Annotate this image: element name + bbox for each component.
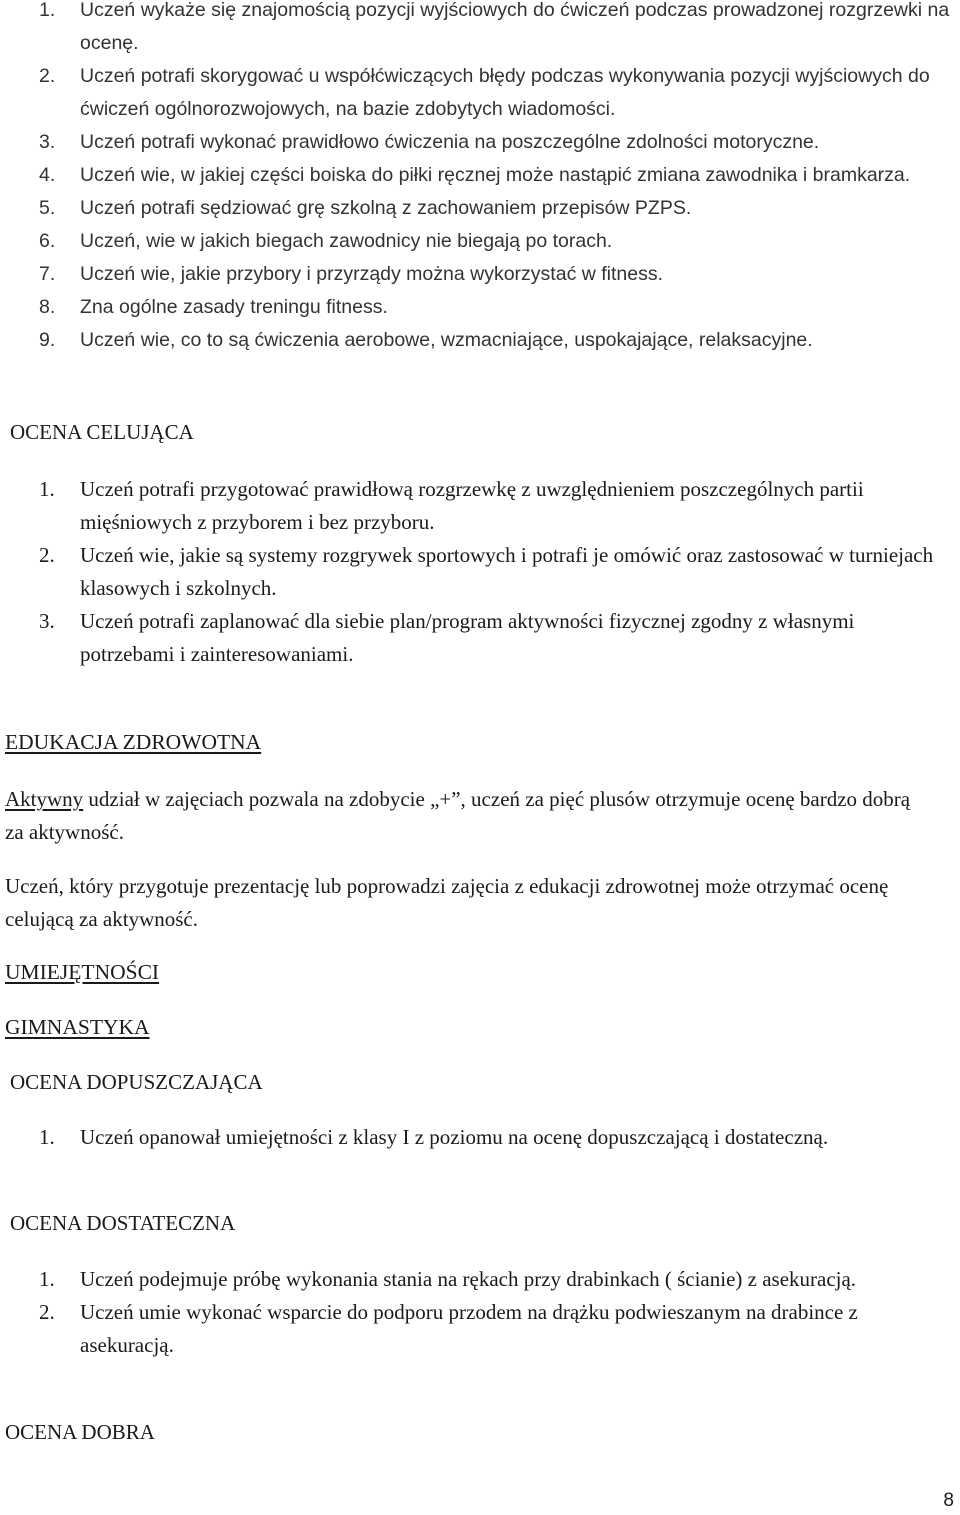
list-item: 2. Uczeń wie, jakie są systemy rozgrywek sportowych i potrafi je omówić oraz zastosować w turniejach klasowych i szkolnych. bbox=[39, 543, 934, 600]
list-item: 3. Uczeń potrafi zaplanować dla siebie plan/program aktywności fizycznej zgodny z własnymi potrzebami i zainteresowaniami. bbox=[39, 609, 855, 666]
page-number: 8 bbox=[943, 1490, 954, 1511]
list-item: 1. Uczeń wykaże się znajomością pozycji wyjściowych do ćwiczeń podczas prowadzonej rozgrzewki na ocenę. bbox=[39, 0, 950, 54]
list-item: 7. Uczeń wie, jakie przybory i przyrządy można wykorzystać w fitness. bbox=[39, 263, 664, 285]
celujaca-section bbox=[0, 473, 960, 671]
heading-gimnastyka: GIMNASTYKA bbox=[5, 1015, 150, 1039]
heading-ocena-celujaca: OCENA CELUJĄCA bbox=[10, 420, 194, 444]
list-item: 6. Uczeń, wie w jakich biegach zawodnicy nie biegają po torach. bbox=[39, 230, 613, 252]
heading-umiejetnosci: UMIEJĘTNOŚCI bbox=[5, 960, 160, 984]
paragraph-prezentacja: Uczeń, który przygotuje prezentację lub poprowadzi zajęcia z edukacji zdrowotnej może otrzymać ocenę celującą za aktywność. bbox=[5, 874, 889, 931]
list-item: 3. Uczeń potrafi wykonać prawidłowo ćwiczenia na poszczególne zdolności motoryczne. bbox=[39, 131, 820, 153]
underlined-word: Aktywny bbox=[5, 787, 84, 811]
list-item: 2. Uczeń umie wykonać wsparcie do podporu przodem na drążku podwieszanym na drabince z asekuracją. bbox=[39, 1300, 858, 1357]
top-list-section bbox=[0, 0, 960, 357]
heading-ocena-dopuszczajaca: OCENA DOPUSZCZAJĄCA bbox=[10, 1070, 263, 1094]
paragraph-aktywnosc: Aktywny udział w zajęciach pozwala na zdobycie „+”, uczeń za pięć plusów otrzymuje ocenę bardzo dobrą za aktywność. bbox=[5, 787, 911, 844]
top-list bbox=[0, 0, 960, 357]
list-item: 8. Zna ogólne zasady treningu fitness. bbox=[39, 296, 388, 318]
heading-edukacja-zdrowotna: EDUKACJA ZDROWOTNA bbox=[5, 730, 262, 754]
list-item: 2. Uczeń potrafi skorygować u współćwiczących błędy podczas wykonywania pozycji wyjściowych do ćwiczeń ogólnorozwojowych, na bazie zdobytych wiadomości. bbox=[39, 65, 930, 120]
list-item: 9. Uczeń wie, co to są ćwiczenia aerobowe, wzmacniające, uspokajające, relaksacyjne. bbox=[39, 329, 813, 351]
list-item: 1. Uczeń opanował umiejętności z klasy I z poziomu na ocenę dopuszczającą i dostateczną. bbox=[39, 1125, 829, 1149]
dopuszczajaca-section bbox=[0, 1121, 960, 1154]
list-item: 4. Uczeń wie, w jakiej części boiska do piłki ręcznej może nastąpić zmiana zawodnika i bramkarza. bbox=[39, 164, 911, 186]
list-item: 5. Uczeń potrafi sędziować grę szkolną z zachowaniem przepisów PZPS. bbox=[39, 197, 692, 219]
celujaca-list bbox=[0, 473, 960, 671]
list-item: 1. Uczeń potrafi przygotować prawidłową rozgrzewkę z uwzględnieniem poszczególnych partii mięśniowych z przyborem i bez przyboru. bbox=[39, 477, 864, 534]
list-item: 1. Uczeń podejmuje próbę wykonania stania na rękach przy drabinkach ( ścianie) z asekuracją. bbox=[39, 1267, 857, 1291]
dostateczna-section bbox=[0, 1263, 960, 1362]
heading-ocena-dobra: OCENA DOBRA bbox=[5, 1420, 155, 1444]
dopuszczajaca-list bbox=[0, 1121, 960, 1154]
heading-ocena-dostateczna: OCENA DOSTATECZNA bbox=[10, 1211, 236, 1235]
dostateczna-list bbox=[0, 1263, 960, 1362]
